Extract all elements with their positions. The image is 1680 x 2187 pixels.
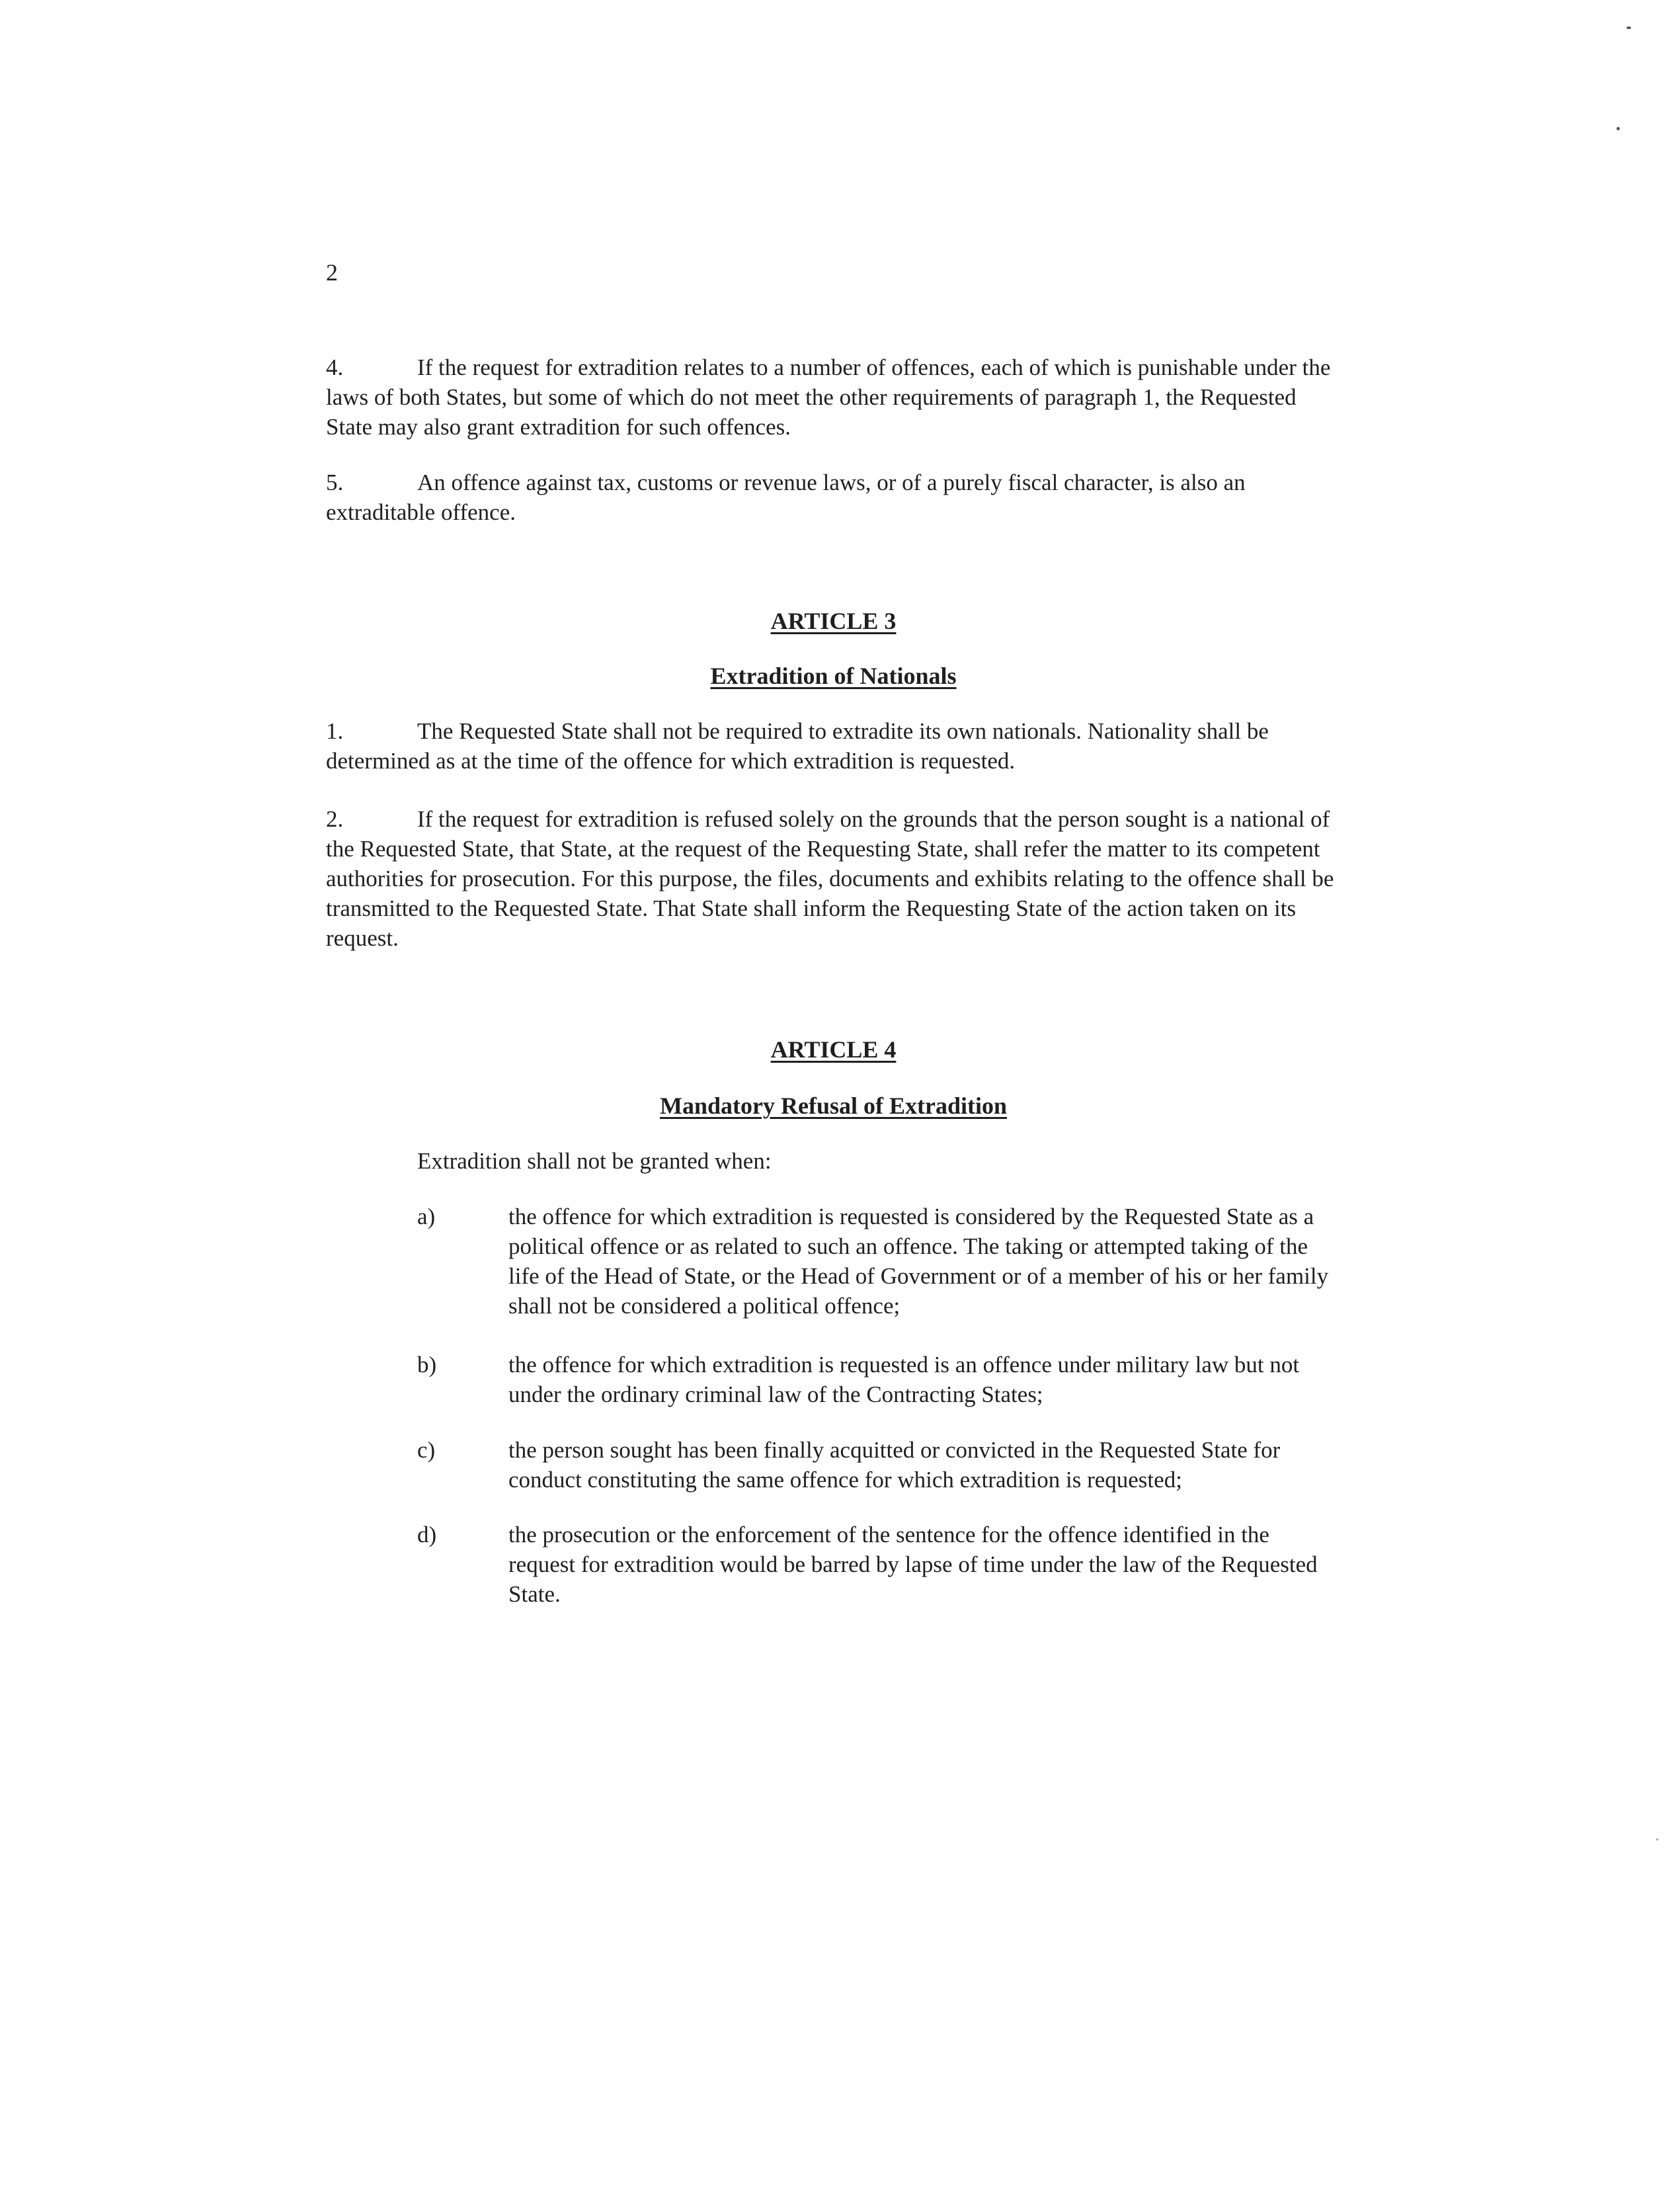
paragraph-text: An offence against tax, customs or revenue laws, or of a purely fiscal character, is also an extraditable offence. [326,470,1246,525]
refusal-item-a [417,1202,1341,1321]
item-letter: b) [417,1352,437,1378]
item-letter: d) [417,1522,437,1547]
paragraph-text: If the request for extradition relates to a number of offences, each of which is punishable under the laws of both States, but some of which do not meet the other requirements of paragraph 1, the Requested State may also grant extradition for such offences. [326,354,1331,440]
article-3-label: ARTICLE 3 [770,608,897,634]
item-letter: a) [417,1204,436,1229]
article-3-title: Extradition of Nationals [710,663,957,689]
paragraph-text: The Requested State shall not be required to extradite its own nationals. Nationality shall be determined as at the time of the offence for which extradition is requested. [326,718,1269,774]
paragraph-text: If the request for extradition is refused solely on the grounds that the person sought is a national of the Requested State, that State, at the request of the Requesting State, shall refer the matter to its competent authorities for prosecution. For this purpose, the files, documents and exhibits relating to the offence shall be transmitted to the Requested State. That State shall inform the Requesting State of the action taken on its request. [326,806,1334,951]
article-4-title: Mandatory Refusal of Extradition [660,1093,1007,1119]
paragraph-number: 4. [326,354,344,380]
paragraph-5 [326,468,1341,527]
item-text: the offence for which extradition is requested is an offence under military law but not under the ordinary criminal law of the Contracting States; [508,1352,1300,1407]
paragraph-number: 2. [326,806,344,832]
article-3-paragraph-2 [326,804,1341,953]
refusal-item-b [417,1350,1341,1409]
item-letter: c) [417,1437,436,1463]
scan-speck [1656,1838,1658,1840]
page-number: 2 [326,259,338,286]
refusal-item-c [417,1435,1341,1495]
article-3-paragraph-1 [326,716,1341,776]
item-text: the prosecution or the enforcement of the sentence for the offence identified in the request for extradition would be barred by lapse of time under the law of the Requested State. [508,1522,1318,1607]
article-4-intro: Extradition shall not be granted when: [417,1148,772,1174]
paragraph-number: 5. [326,470,344,495]
scan-speck [1617,127,1620,130]
article-4-label: ARTICLE 4 [770,1036,897,1063]
refusal-item-d [417,1520,1341,1609]
item-text: the offence for which extradition is requested is considered by the Requested State as a political offence or as related to such an offence. The taking or attempted taking of the life of the Head of State, or the Head of Government or of a member of his or her family shall not be considered a political offence; [508,1204,1329,1319]
paragraph-number: 1. [326,718,344,744]
scan-speck [1626,26,1631,29]
paragraph-4 [326,352,1341,442]
item-text: the person sought has been finally acquitted or convicted in the Requested State for conduct constituting the same offence for which extradition is requested; [508,1437,1281,1493]
